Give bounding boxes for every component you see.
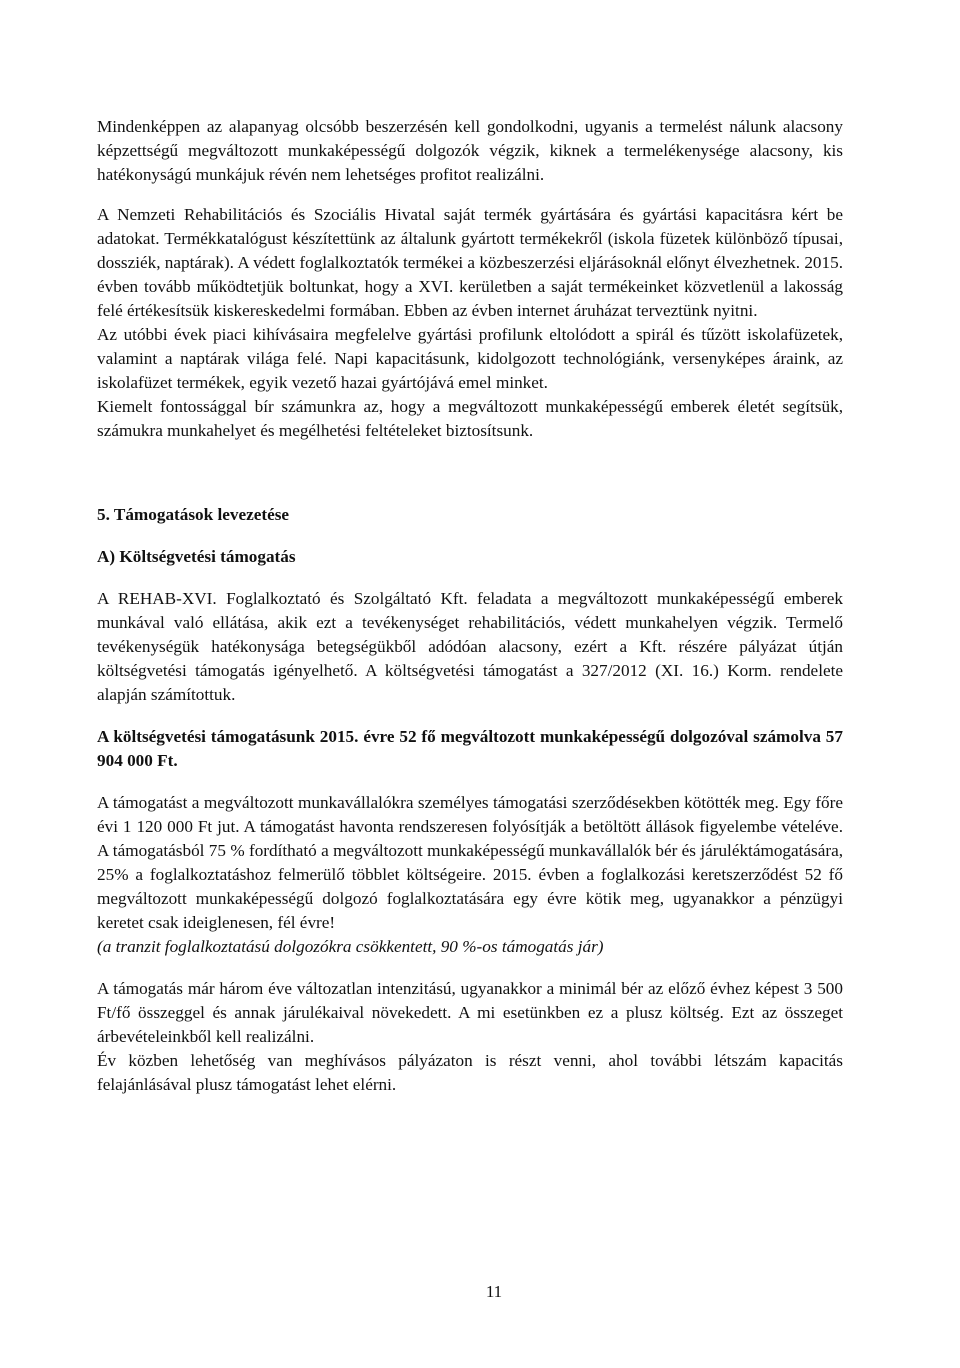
page-content: [97, 115, 843, 1097]
paragraph-budget-support-summary: A költségvetési támogatásunk 2015. évre 52 fő megváltozott munkaképességű dolgozóval számolva 57 904 000 Ft.: [97, 727, 843, 770]
paragraph-raw-material: Mindenképpen az alapanyag olcsóbb beszerzésén kell gondolkodni, ugyanis a termelést nálunk alacsony képzettségű megváltozott munkaképességű dolgozók végzik, kiknek a termelékenysége alacsony, kis hatékonyságú munkájuk révén nem lehetséges profitot realizálni.: [97, 117, 843, 184]
paragraph-invitation-tender: Év közben lehetőség van meghívásos pályázaton is részt venni, ahol további létszám kapacitás felajánlásával plusz támogatást lehet elérni.: [97, 1051, 843, 1094]
section-heading-a: A) Költségvetési támogatás: [97, 547, 296, 566]
paragraph-company-task: A REHAB-XVI. Foglalkoztató és Szolgáltató Kft. feladata a megváltozott munkaképességű emberek munkával való ellátása, akik ezt a tevékenységet rehabilitációs, védett munkahelyen végzik. Termelő tevékenységük hatékonysága betegségükből adódóan alacsony, ezért a Kft. részére pályázat útján költségvetési támogatás igényelhető. A költségvetési támogatást a 327/2012 (XI. 16.) Korm. rendelete alapján számítottuk.: [97, 589, 843, 704]
paragraph-support-contracts: A támogatást a megváltozott munkavállalókra személyes támogatási szerződésekben kötötték meg. Egy főre évi 1 120 000 Ft jut. A támogatást havonta rendszeresen folyósítják a betöltött állások figyelembe vételéve. A támogatásból 75 % fordítható a megváltozott munkaképességű munkavállalók bér és járuléktámogatására, 25% a foglalkoztatáshoz felmerülő többlet költségeire. 2015. évben a foglalkozási keretszerződést 52 fő megváltozott munkaképességű dolgozó foglalkoztatására egy évre kötik meg, ugyanakkor a pénzügyi keretet csak ideiglenesen, fél évre!: [97, 793, 843, 932]
paragraph-product-catalog: A Nemzeti Rehabilitációs és Szociális Hivatal saját termék gyártására és gyártási kapacitásra kért be adatokat. Termékkatalógust készítettünk az általunk gyártott termékekről (iskola füzetek különböző típusai, dossziék, naptárak). A védett foglalkoztatók termékei a közbeszerzési eljárásoknál előnyt élvezhetnek. 2015. évben tovább működtetjük boltunkat, hogy a XVI. kerületben a saját termékeinket közvetlenül a lakosság felé értékesítsük kiskereskedelmi formában. Ebben az évben internet áruházat terveztünk nyitni.: [97, 205, 843, 320]
section-heading-5: 5. Támogatások levezetése: [97, 505, 290, 524]
paragraph-market-profile: Az utóbbi évek piaci kihívásaira megfelelve gyártási profilunk eltolódott a spirál és tűzött iskolafüzetek, valamint a naptárak világa felé. Napi kapacitásunk, kidolgozott technológiánk, versenyképes áraink, az iskolafüzet termékek, egyik vezető hazai gyártójává emel minket.: [97, 325, 843, 392]
paragraph-mission: Kiemelt fontossággal bír számunkra az, hogy a megváltozott munkaképességű emberek életét segítsük, számukra munkahelyet és megélhetési feltételeket biztosítsunk.: [97, 397, 843, 440]
page-number: 11: [485, 1282, 503, 1301]
paragraph-transit-note: (a tranzit foglalkoztatású dolgozókra csökkentett, 90 %-os támogatás jár): [97, 937, 604, 956]
paragraph-minimum-wage: A támogatás már három éve változatlan intenzitású, ugyanakkor a minimál bér az előző évhez képest 3 500 Ft/fő összeggel és annak járulékaival növekedett. A mi esetünkben ez a plusz költség. Ezt az összeget árbevételeinkből kell realizálni.: [97, 979, 843, 1046]
